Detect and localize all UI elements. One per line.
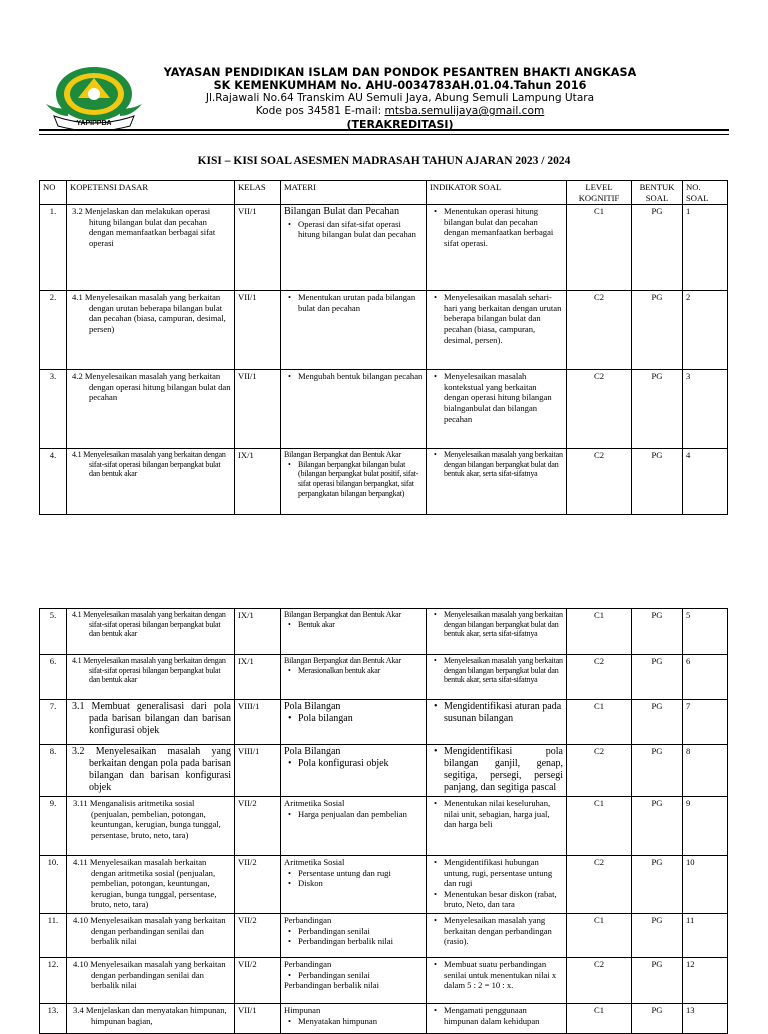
row-level: C1	[567, 205, 632, 291]
letterhead	[150, 66, 650, 132]
row-indikator	[427, 205, 567, 291]
row-kelas: VII/2	[235, 958, 281, 1004]
header-level	[567, 181, 632, 205]
materi-title: Aritmetika Sosial	[284, 798, 345, 808]
row-bentuk: PG	[632, 370, 683, 449]
row-kelas: VII/1	[235, 205, 281, 291]
row-no: 6.	[40, 655, 67, 700]
row-bentuk: PG	[632, 797, 683, 856]
table-row	[40, 1004, 728, 1034]
row-level: C2	[567, 449, 632, 515]
header-no: NO	[40, 181, 67, 205]
header-nosoal-line2: SOAL	[686, 192, 709, 203]
row-kd: 3.11 Menganalisis aritmetika sosial (penjualan, pembelian, potongan, keuntungan, kerugian, bunga tunggal, persentase, bruto, neto, tara)	[67, 797, 235, 856]
materi-item: • Pola konfigurasi objek	[298, 758, 423, 770]
header-nosoal	[683, 181, 728, 205]
row-indikator	[427, 914, 567, 958]
row-materi	[281, 655, 427, 700]
address: Jl.Rajawali No.64 Transkim AU Semuli Jaya, Abung Semuli Lampung Utara	[205, 92, 595, 104]
row-no: 10.	[40, 856, 67, 914]
row-indikator	[427, 449, 567, 515]
row-kelas: VIII/1	[235, 745, 281, 797]
row-bentuk: PG	[632, 745, 683, 797]
row-materi	[281, 370, 427, 449]
materi-item: • Menentukan urutan pada bilangan bulat dan pecahan	[298, 292, 423, 313]
header-bentuk	[632, 181, 683, 205]
row-materi	[281, 797, 427, 856]
row-kelas: VII/1	[235, 1004, 281, 1034]
row-kd: 3.2 Menjelaskan dan melakukan operasi hitung bilangan bulat dan pecahan dengan memanfaatkan berbagai sifat operasi	[67, 205, 235, 291]
row-level: C2	[567, 655, 632, 700]
materi-title: Perbandingan	[284, 915, 332, 925]
table-row	[40, 449, 728, 515]
materi-item: • Mengubah bentuk bilangan pecahan	[298, 371, 423, 382]
row-nosoal: 10	[683, 856, 728, 914]
accreditation: (TERAKREDITASI)	[346, 118, 454, 131]
row-nosoal: 1	[683, 205, 728, 291]
contact-line	[150, 105, 650, 118]
table-row	[40, 370, 728, 449]
row-no: 3.	[40, 370, 67, 449]
table-row	[40, 205, 728, 291]
materi-title: Perbandingan	[284, 959, 332, 969]
table-row	[40, 745, 728, 797]
row-bentuk: PG	[632, 1004, 683, 1034]
row-nosoal: 12	[683, 958, 728, 1004]
row-no: 1.	[40, 205, 67, 291]
row-materi	[281, 745, 427, 797]
row-nosoal: 11	[683, 914, 728, 958]
materi-item: • Menyatakan himpunan	[298, 1016, 423, 1027]
kisi-table-1	[39, 180, 728, 515]
decree-number: SK KEMENKUMHAM No. AHU-0034783AH.01.04.Tahun 2016	[213, 79, 587, 92]
row-indikator	[427, 609, 567, 655]
materi-title: Pola Bilangan	[284, 701, 341, 712]
header-kd: KOPETENSI DASAR	[67, 181, 235, 205]
header-bentuk-line1: BENTUK	[639, 182, 675, 192]
row-indikator	[427, 745, 567, 797]
row-kd: 4.11 Menyelesaikan masalah berkaitan dengan aritmetika sosial (penjualan, pembelian, potongan, keuntungan, kerugian, bunga tunggal, persentase, bruto, neto, tara)	[67, 856, 235, 914]
header-bentuk-line2: SOAL	[645, 192, 669, 203]
row-bentuk: PG	[632, 205, 683, 291]
row-no: 8.	[40, 745, 67, 797]
indikator-item: • Menyelesaikan masalah yang berkaitan dengan bilangan berpangkat bulat dan bentuk akar, serta sifat-sifatnya	[444, 450, 563, 479]
indikator-item: • Menentukan operasi hitung bilangan bulat dan pecahan dengan memanfaatkan berbagai sifat operasi.	[444, 206, 563, 248]
letterhead-rule-thin	[39, 134, 729, 135]
row-level: C2	[567, 291, 632, 370]
row-level: C2	[567, 370, 632, 449]
document-title: KISI – KISI SOAL ASESMEN MADRASAH TAHUN AJARAN 2023 / 2024	[197, 155, 571, 167]
row-indikator	[427, 856, 567, 914]
table-row	[40, 609, 728, 655]
row-bentuk: PG	[632, 449, 683, 515]
row-kd: 4.2 Menyelesaikan masalah yang berkaitan dengan operasi hitung bilangan bulat dan pecahan	[67, 370, 235, 449]
materi-item: • Persentase untung dan rugi	[298, 868, 423, 879]
row-level: C2	[567, 745, 632, 797]
row-indikator	[427, 655, 567, 700]
row-kelas: IX/1	[235, 609, 281, 655]
row-kelas: VII/2	[235, 914, 281, 958]
materi-item: • Operasi dan sifat-sifat operasi hitung bilangan bulat dan pecahan	[298, 219, 423, 240]
table-row	[40, 914, 728, 958]
indikator-item: • Mengidentifikasi hubungan untung, rugi, persentase untung dan rugi	[444, 857, 563, 889]
indikator-item: • Menentukan besar diskon (rabat, bruto, Neto, dan tara	[444, 889, 563, 910]
yapippba-logo	[38, 64, 150, 130]
header-kelas: KELAS	[235, 181, 281, 205]
materi-title: Pola Bilangan	[284, 746, 341, 757]
email-link[interactable]: mtsba.semulijaya@gmail.com	[384, 105, 545, 117]
materi-item: • Diskon	[298, 878, 423, 889]
row-kd: 4.1 Menyelesaikan masalah yang berkaitan dengan sifat-sifat operasi bilangan berpangkat bulat dan bentuk akar	[67, 655, 235, 700]
row-no: 11.	[40, 914, 67, 958]
row-kelas: VII/1	[235, 370, 281, 449]
row-no: 4.	[40, 449, 67, 515]
row-indikator	[427, 958, 567, 1004]
materi-item: • Perbandingan berbalik nilai	[298, 936, 423, 947]
kisi-table-2	[39, 608, 728, 1034]
row-kd: 3.1 Membuat generalisasi dari pola pada barisan bilangan dan barisan konfigurasi objek	[67, 700, 235, 745]
materi-item: • Harga penjualan dan pembelian	[298, 809, 423, 820]
row-nosoal: 2	[683, 291, 728, 370]
indikator-item: • Membuat suatu perbandingan senilai untuk menentukan nilai x dalam 5 : 2 = 10 : x.	[444, 959, 563, 991]
indikator-item: • Menyelesaikan masalah yang berkaitan dengan perbandingan (rasio).	[444, 915, 563, 947]
table-row	[40, 856, 728, 914]
row-nosoal: 7	[683, 700, 728, 745]
row-kelas: VII/2	[235, 856, 281, 914]
row-materi	[281, 958, 427, 1004]
row-bentuk: PG	[632, 609, 683, 655]
row-bentuk: PG	[632, 291, 683, 370]
row-nosoal: 9	[683, 797, 728, 856]
table-row	[40, 655, 728, 700]
row-indikator	[427, 1004, 567, 1034]
row-materi	[281, 609, 427, 655]
row-materi	[281, 449, 427, 515]
materi-item: • Bilangan berpangkat bilangan bulat (bilangan berpangkat bulat positif, sifat-sifat operasi bilangan berpangkat, sifat perpangkatan bilangan berpangkat)	[298, 460, 423, 498]
row-indikator	[427, 700, 567, 745]
materi-title: Aritmetika Sosial	[284, 857, 345, 867]
row-kd: 4.10 Menyelesaikan masalah yang berkaitan dengan perbandingan senilai dan berbalik nilai	[67, 958, 235, 1004]
row-nosoal: 4	[683, 449, 728, 515]
materi-title: Himpunan	[284, 1005, 321, 1015]
row-bentuk: PG	[632, 655, 683, 700]
row-nosoal: 5	[683, 609, 728, 655]
row-kelas: VII/2	[235, 797, 281, 856]
row-level: C1	[567, 700, 632, 745]
indikator-item: • Menyelesaikan masalah kontekstual yang berkaitan dengan operasi hitung bilangan bialnganbulat dan bilangan pecahan	[444, 371, 563, 424]
row-materi	[281, 914, 427, 958]
row-kd: 3.4 Menjelaskan dan menyatakan himpunan, himpunan bagian,	[67, 1004, 235, 1034]
row-bentuk: PG	[632, 856, 683, 914]
materi-item: • Bentuk akar	[298, 620, 423, 630]
materi-item: • Perbandingan senilai	[298, 926, 423, 937]
indikator-item: • Menyelesaikan masalah yang berkaitan dengan bilangan berpangkat bulat dan bentuk akar, serta sifat-sifatnya	[444, 610, 563, 639]
row-materi	[281, 856, 427, 914]
row-kd: 3.2 Menyelesaikan masalah yang berkaitan dengan pola pada barisan bilangan dan barisan konfigurasi objek	[67, 745, 235, 797]
table-row	[40, 700, 728, 745]
indikator-item: • Menyelesaikan masalah yang berkaitan dengan bilangan berpangkat bulat dan bentuk akar, serta sifat-sifatnya	[444, 656, 563, 685]
row-no: 7.	[40, 700, 67, 745]
row-nosoal: 6	[683, 655, 728, 700]
row-kd: 4.1 Menyelesaikan masalah yang berkaitan dengan sifat-sifat operasi bilangan berpangkat bulat dan bentuk akar	[67, 609, 235, 655]
logo-ribbon-text: YAPIPPBA	[76, 120, 112, 127]
materi-title: Bilangan Bulat dan Pecahan	[284, 206, 400, 218]
row-level: C1	[567, 1004, 632, 1034]
materi-extra: Perbandingan berbalik nilai	[284, 980, 379, 991]
row-level: C2	[567, 958, 632, 1004]
row-kelas: VII/1	[235, 291, 281, 370]
foundation-name: YAYASAN PENDIDIKAN ISLAM DAN PONDOK PESANTREN BHAKTI ANGKASA	[163, 66, 637, 79]
materi-title: Bilangan Berpangkat dan Bentuk Akar	[284, 610, 401, 619]
materi-item: • Merasionalkan bentuk akar	[298, 666, 423, 676]
table-row	[40, 958, 728, 1004]
row-level: C1	[567, 609, 632, 655]
row-level: C2	[567, 856, 632, 914]
row-no: 13.	[40, 1004, 67, 1034]
header-level-line2: KOGNITIF	[578, 192, 620, 203]
row-no: 12.	[40, 958, 67, 1004]
row-materi	[281, 700, 427, 745]
header-nosoal-line1: NO.	[686, 182, 701, 192]
row-bentuk: PG	[632, 914, 683, 958]
indikator-item: • Menentukan nilai keseluruhan, nilai unit, sebagian, harga jual, dan harga beli	[444, 798, 563, 830]
table-row	[40, 291, 728, 370]
row-materi	[281, 1004, 427, 1034]
row-kd: 4.1 Menyelesaikan masalah yang berkaitan dengan sifat-sifat operasi bilangan berpangkat bulat dan bentuk akar	[67, 449, 235, 515]
header-indikator: INDIKATOR SOAL	[427, 181, 567, 205]
letterhead-rule-thick	[39, 129, 729, 131]
row-kelas: IX/1	[235, 449, 281, 515]
row-kd: 4.1 Menyelesaikan masalah yang berkaitan dengan urutan beberapa bilangan bulat dan pecahan (biasa, campuran, desimal, persen)	[67, 291, 235, 370]
header-materi: MATERI	[281, 181, 427, 205]
materi-item: • Pola bilangan	[298, 713, 423, 725]
header-level-line1: LEVEL	[585, 182, 613, 192]
row-materi	[281, 205, 427, 291]
materi-title: Bilangan Berpangkat dan Bentuk Akar	[284, 450, 401, 460]
row-level: C1	[567, 914, 632, 958]
row-kd: 4.10 Menyelesaikan masalah yang berkaitan dengan perbandingan senilai dan berbalik nilai	[67, 914, 235, 958]
table-row	[40, 797, 728, 856]
row-kelas: VIII/1	[235, 700, 281, 745]
row-bentuk: PG	[632, 958, 683, 1004]
row-level: C1	[567, 797, 632, 856]
row-no: 9.	[40, 797, 67, 856]
indikator-item: • Mengidentifikasi pola bilangan ganjil, genap, segitiga, persegi, persegi panjang, dan segitiga pascal	[444, 746, 563, 794]
row-materi	[281, 291, 427, 370]
materi-title: Bilangan Berpangkat dan Bentuk Akar	[284, 656, 401, 665]
row-indikator	[427, 370, 567, 449]
row-nosoal: 8	[683, 745, 728, 797]
row-kelas: IX/1	[235, 655, 281, 700]
row-bentuk: PG	[632, 700, 683, 745]
table-header-row	[40, 181, 728, 205]
indikator-item: • Mengamati penggunaan himpunan dalam kehidupan	[444, 1005, 563, 1026]
indikator-item: • Mengidentifikasi aturan pada susunan bilangan	[444, 701, 563, 725]
row-nosoal: 13	[683, 1004, 728, 1034]
row-no: 2.	[40, 291, 67, 370]
materi-item: • Perbandingan senilai	[298, 970, 423, 981]
row-no: 5.	[40, 609, 67, 655]
indikator-item: • Menyelesaikan masalah sehari-hari yang berkaitan dengan urutan beberapa bilangan bulat dan pecahan (biasa, campuran, desimal, persen).	[444, 292, 563, 345]
row-nosoal: 3	[683, 370, 728, 449]
row-indikator	[427, 291, 567, 370]
row-indikator	[427, 797, 567, 856]
postal-code: Kode pos 34581 E-mail:	[255, 105, 385, 117]
